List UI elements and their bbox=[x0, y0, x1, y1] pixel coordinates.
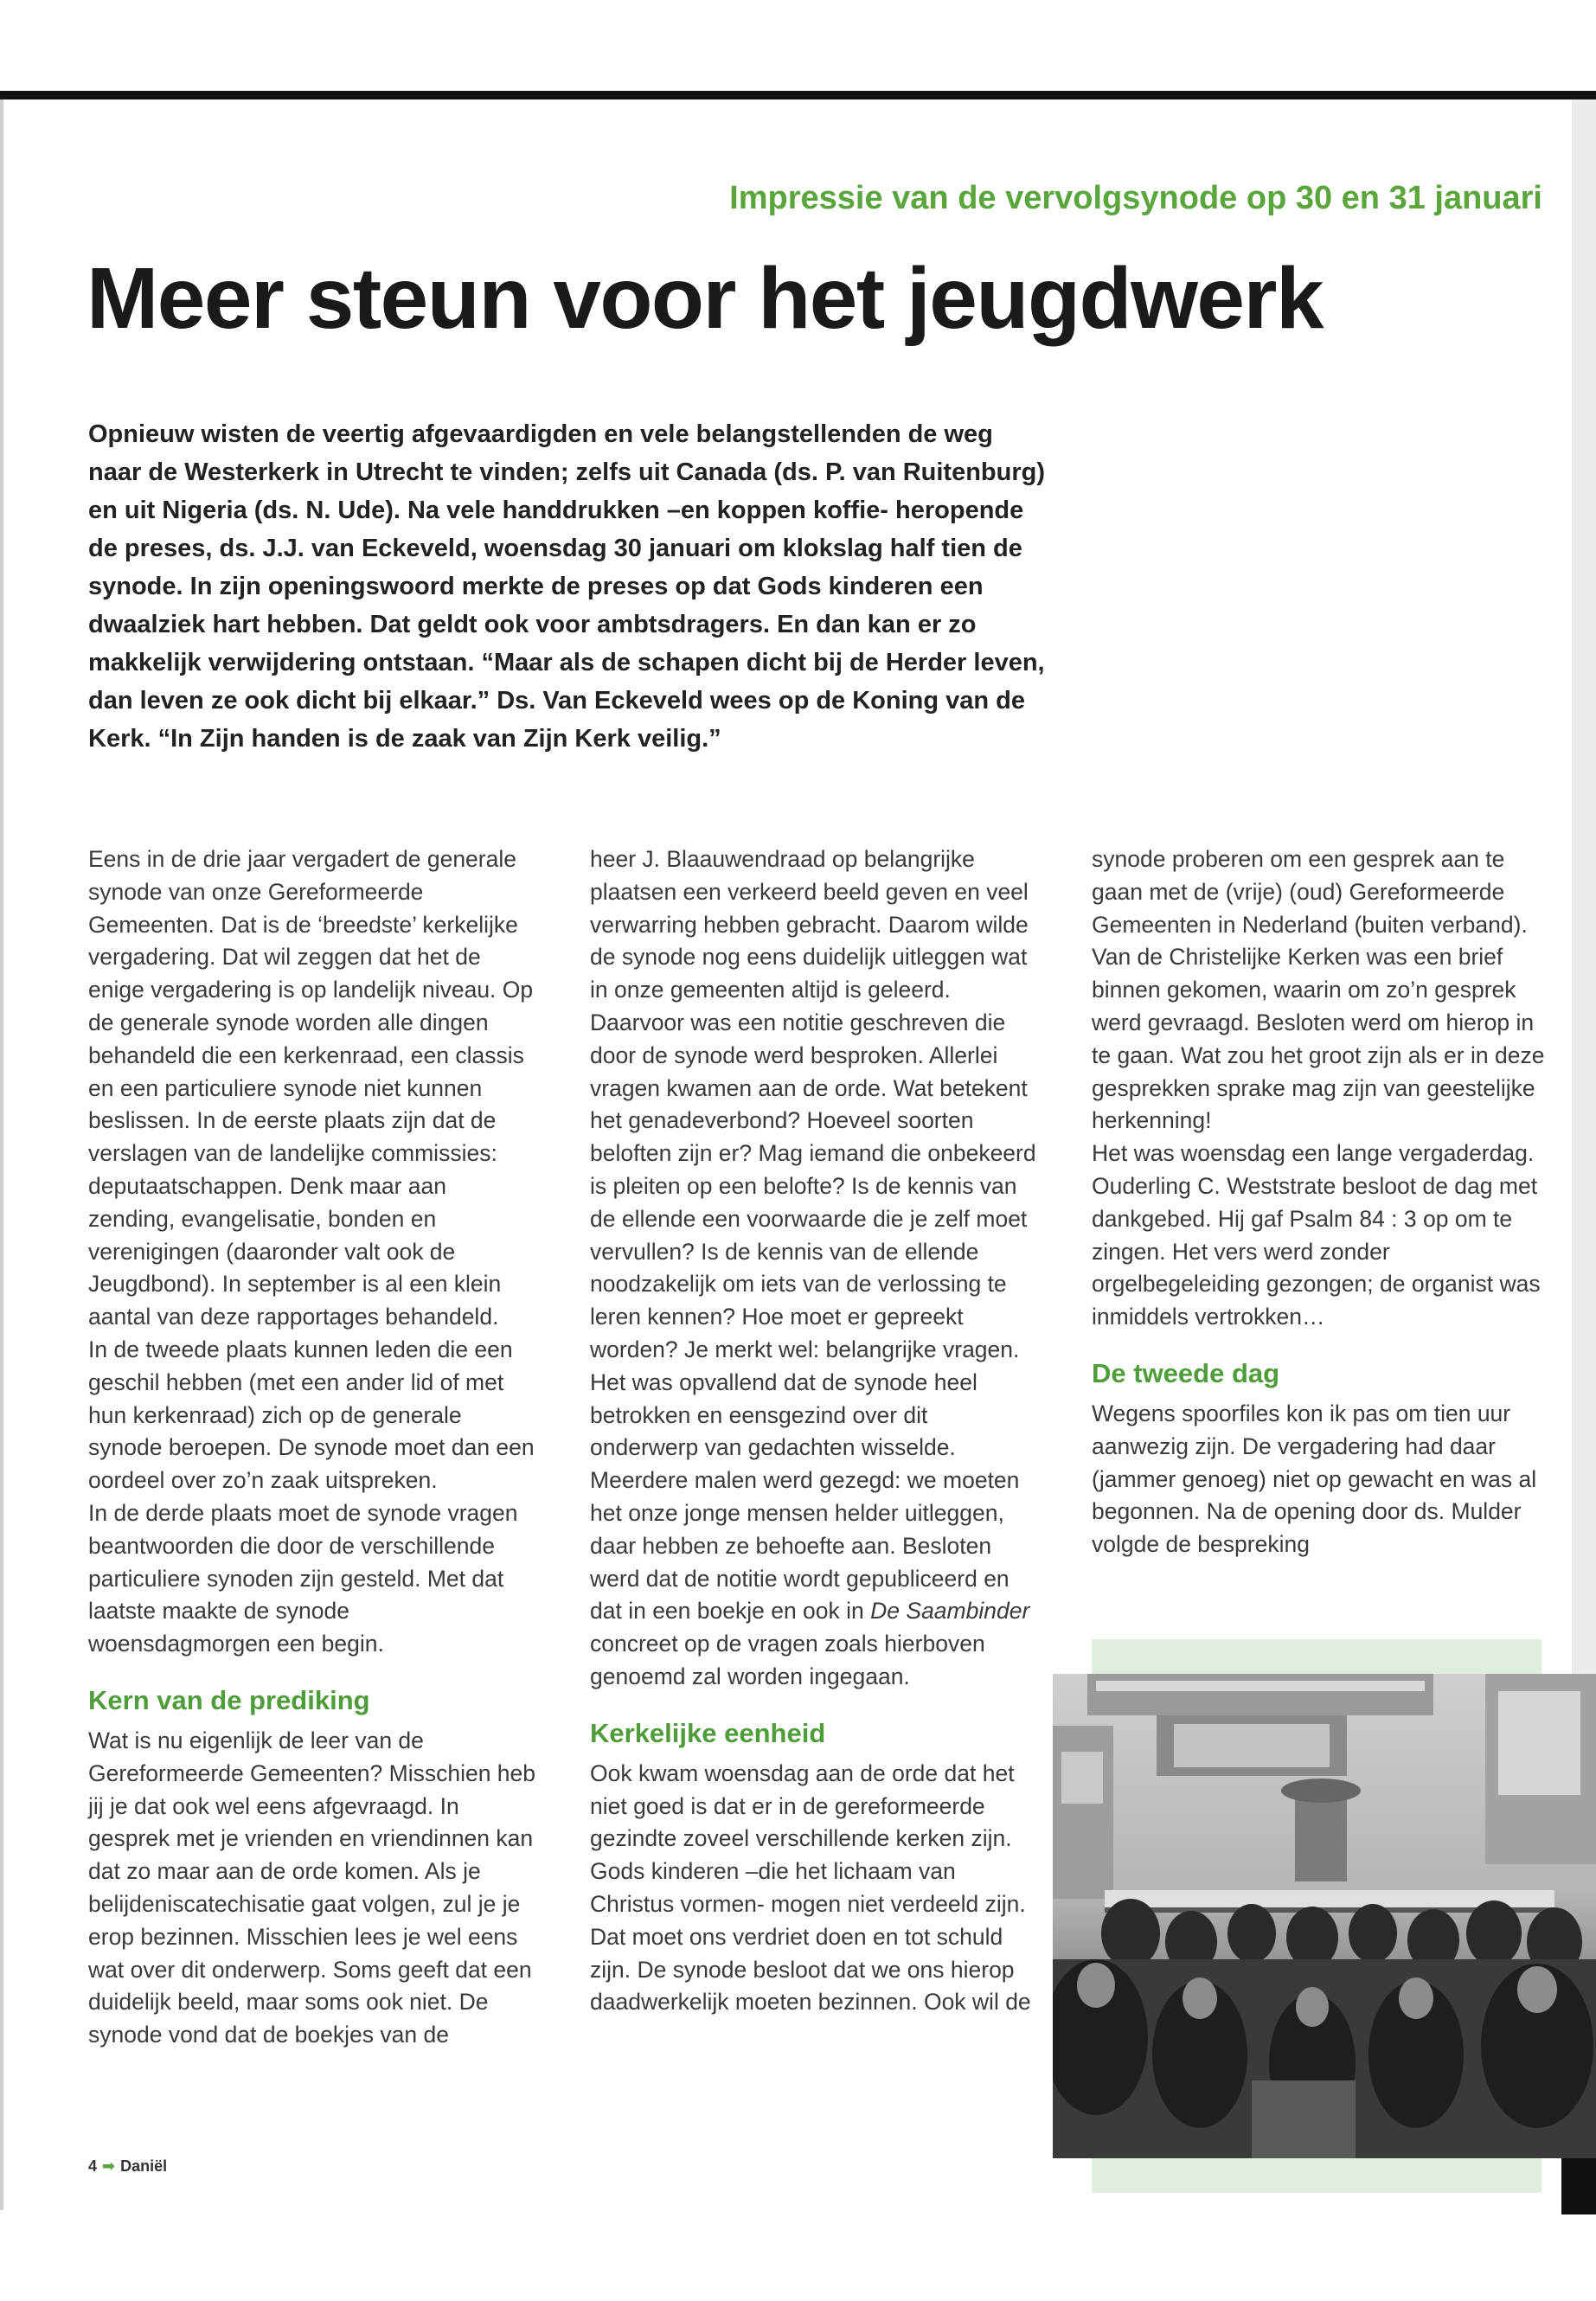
article-intro: Opnieuw wisten de veertig afgevaardigden en vele belangstellenden de weg naar de Westerkerk in Utrecht te vinden; zelfs uit Canada (ds. P. van Ruitenburg) en uit Nigeria (ds. N. Ude). Na vele handdrukken –en koppen koffie- heropende de preses, ds. J.J. van Eckeveld, woensdag 30 januari om klokslag half tien de synode. In zijn openingswoord merkte de preses op dat Gods kinderen een dwaalziek hart hebben. Dat geldt ook voor ambtsdragers. En dan kan er zo makkelijk verwijdering ontstaan. “Maar als de schapen dicht bij de Herder leven, dan leven ze ook dicht bij elkaar.” Ds. Van Eckeveld wees op de Koning van de Kerk. “In Zijn handen is de zaak van Zijn Kerk veilig.” bbox=[88, 420, 1046, 753]
column-3 bbox=[1092, 843, 1550, 1561]
body-paragraph: Het was woensdag een lange vergaderdag. Ouderling C. Weststrate besloot de dag met dankgebed. Hij gaf Psalm 84 : 3 op om te zingen. Het vers werd zonder orgelbegeleiding gezongen; de organist was inmiddels vertrokken… bbox=[1092, 1140, 1541, 1330]
body-paragraph: Ook kwam woensdag aan de orde dat het niet goed is dat er in de gereformeerde gezindte zoveel verschillende kerken zijn. Gods kinderen –die het lichaam van Christus vormen- mogen niet verdeeld zijn. Dat moet ons verdriet doen en tot schuld zijn. De synode besloot dat we ons hierop daadwerkelijk moeten bezinnen. Ook wil de bbox=[590, 1759, 1031, 2016]
column-2 bbox=[590, 843, 1040, 2019]
body-paragraph: Wegens spoorfiles kon ik pas om tien uur aanwezig zijn. De vergadering had daar (jammer genoeg) niet op gewacht en was al begonnen. Na de opening door ds. Mulder volgde de bespreking bbox=[1092, 1400, 1537, 1558]
magazine-name: Daniël bbox=[120, 2157, 168, 2175]
section-heading-kern: Kern van de prediking bbox=[88, 1684, 370, 1715]
article-headline: Meer steun voor het jeugdwerk bbox=[87, 250, 1324, 347]
arrow-right-icon: ➡ bbox=[102, 2157, 116, 2175]
body-paragraph: synode proberen om een gesprek aan te gaan met de (vrije) (oud) Gereformeerde Gemeenten in Nederland (buiten verband). Van de Christelijke Kerken was een brief binnen gekomen, waarin om zo’n gesprek werd gevraagd. Besloten werd om hierop in te gaan. Wat zou het groot zijn als er in deze gesprekken sprake mag zijn van geestelijke herkenning! bbox=[1092, 846, 1545, 1134]
page-number: 4 bbox=[88, 2157, 98, 2175]
publication-title: De Saambinder bbox=[870, 1598, 1030, 1625]
church-interior-image bbox=[1053, 1674, 1596, 2158]
page-top-rule bbox=[0, 91, 1596, 99]
section-heading-tweede-dag: De tweede dag bbox=[1092, 1357, 1280, 1388]
body-paragraph: In de tweede plaats kunnen leden die een geschil hebben (met een ander lid of met hun kerkenraad) zich op de generale synode beroepen. De synode moet dan een oordeel over zo’n zaak uitspreken. bbox=[88, 1336, 535, 1494]
column-1 bbox=[88, 843, 538, 2052]
body-text: heer J. Blaauwendraad op belangrijke plaatsen een verkeerd beeld geven en veel verwarring hebben gebracht. Daarom wilde de synode nog eens duidelijk uitleggen wat in onze gemeenten altijd is geleerd. Daarvoor was een notitie geschreven die door de synode werd besproken. Allerlei vragen kwamen aan de orde. Wat betekent het genadeverbond? Hoeveel soorten beloften zijn er? Mag iemand die onbekeerd is pleiten op een belofte? Is de kennis van de ellende een voorwaarde die je zelf moet vervullen? Is de kennis van de ellende noodzakelijk om iets van de verlossing te leren kennen? Hoe moet er gepreekt worden? Je merkt wel: belangrijke vragen. Het was opvallend dat de synode heel betrokken en eensgezind over dit onderwerp van gedachten wisselde. Meerdere malen werd gezegd: we moeten het onze jonge mensen helder uitleggen, daar hebben ze behoefte aan. Besloten werd dat de notitie wordt gepubliceerd en dat in een boekje en ook in bbox=[590, 846, 1036, 1625]
body-text: concreet op de vragen zoals hierboven genoemd zal worden ingegaan. bbox=[590, 1631, 985, 1689]
synod-meeting-photo bbox=[1053, 1674, 1596, 2158]
body-paragraph: Eens in de drie jaar vergadert de generale synode van onze Gereformeerde Gemeenten. Dat is de ‘breedste’ kerkelijke vergadering. Dat wil zeggen dat het de enige vergadering is op landelijk niveau. Op de generale synode worden alle dingen behandeld die een kerkenraad, een classis en een particuliere synode niet kunnen beslissen. In de eerste plaats zijn dat de verslagen van de landelijke commissies: deputaatschappen. Denk maar aan zending, evangelisatie, bonden en verenigingen (daaronder valt ook de Jeugdbond). In september is al een klein aantal van deze rapportages behandeld. bbox=[88, 846, 534, 1330]
body-paragraph: In de derde plaats moet de synode vragen beantwoorden die door de verschillende particuliere synoden zijn gesteld. Met dat laatste maakte de synode woensdagmorgen een begin. bbox=[88, 1499, 518, 1657]
section-heading-eenheid: Kerkelijke eenheid bbox=[590, 1717, 826, 1748]
page-left-edge bbox=[0, 99, 3, 2210]
body-paragraph bbox=[590, 843, 1040, 1694]
article-kicker: Impressie van de vervolgsynode op 30 en 31 januari bbox=[729, 180, 1542, 216]
body-paragraph: Wat is nu eigenlijk de leer van de Gereformeerde Gemeenten? Misschien heb jij je dat ook wel eens afgevraagd. In gesprek met je vrienden en vriendinnen kan dat zo maar aan de orde komen. Als je belijdeniscatechisatie gaat volgen, zul je je erop bezinnen. Misschien lees je wel eens wat over dit onderwerp. Soms geeft dat een duidelijk beeld, maar soms ook niet. De synode vond dat de boekjes van de bbox=[88, 1727, 536, 2048]
page-folio bbox=[88, 2157, 167, 2176]
